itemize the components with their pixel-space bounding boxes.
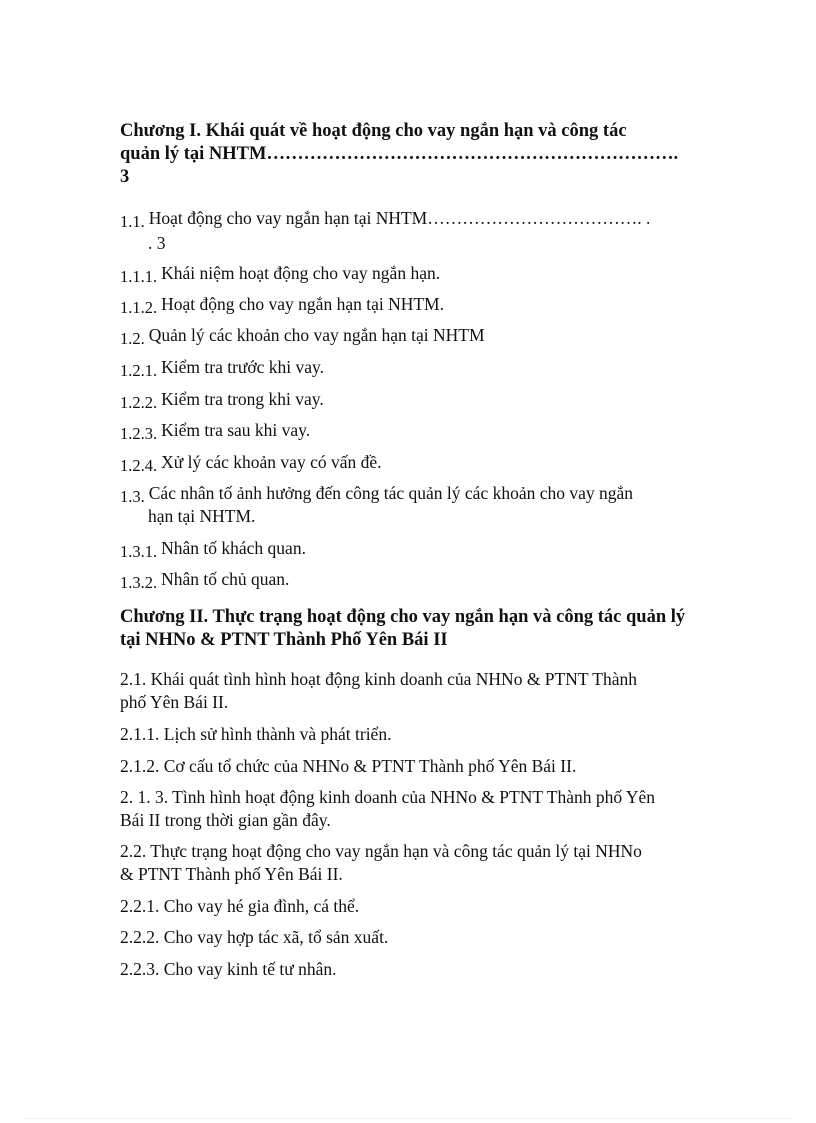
toc-item-text-continued: Bái II trong thời gian gần đây. <box>120 810 331 830</box>
toc-item-text: Nhân tố chủ quan. <box>161 569 290 589</box>
toc-item-1-3-2 <box>120 568 289 591</box>
chapter-1-heading-line-1: Chương I. Khái quát về hoạt động cho vay ngắn hạn và công tác <box>120 121 627 141</box>
toc-item-text: 2.1.1. Lịch sử hình thành và phát triển. <box>120 724 392 744</box>
toc-item-text: Kiểm tra trong khi vay. <box>161 389 324 409</box>
toc-item-text: Quản lý các khoản cho vay ngắn hạn tại NHTM <box>148 325 485 345</box>
toc-item-number: 1.2.4. <box>120 456 158 475</box>
toc-item-2-2-3 <box>120 958 695 981</box>
toc-item-text: 2.2.3. Cho vay kinh tế tư nhân. <box>120 959 337 979</box>
toc-item-number: 1.1. <box>120 212 145 231</box>
toc-item-text: 2.2.2. Cho vay hợp tác xã, tổ sản xuất. <box>120 927 389 947</box>
toc-item-text: Hoạt động cho vay ngắn hạn tại NHTM………………………………. . <box>148 208 651 228</box>
toc-item-text: Khái niệm hoạt động cho vay ngắn hạn. <box>161 263 441 283</box>
toc-item-number: 1.2.3. <box>120 424 158 443</box>
toc-item-page-number: . 3 <box>148 233 166 253</box>
chapter-1-heading-line-2: quản lý tại NHTM…………………………………………………………. <box>120 144 679 164</box>
toc-item-2-2-1 <box>120 895 695 918</box>
toc-item-2-2-2 <box>120 926 695 949</box>
toc-item-text: Kiểm tra trước khi vay. <box>161 357 325 377</box>
toc-item-1-2-1 <box>120 356 324 379</box>
toc-item-text-continued: & PTNT Thành phố Yên Bái II. <box>120 864 343 884</box>
toc-item-text: Nhân tố khách quan. <box>161 538 306 558</box>
toc-item-1-2-2 <box>120 388 324 411</box>
toc-item-text: 2.2.1. Cho vay hé gia đình, cá thể. <box>120 896 360 916</box>
toc-item-2-1-1 <box>120 723 695 746</box>
toc-item-1-2-4 <box>120 451 382 474</box>
toc-item-1-3-1 <box>120 537 306 560</box>
toc-item-number: 1.3. <box>120 487 145 506</box>
toc-item-text: Kiểm tra sau khi vay. <box>161 420 311 440</box>
toc-item-number: 1.1.1. <box>120 267 158 286</box>
chapter-1-heading <box>120 120 695 189</box>
toc-item-number: 1.2.1. <box>120 361 158 380</box>
toc-item-text: Các nhân tố ảnh hưởng đến công tác quản lý các khoản cho vay ngắn <box>148 483 634 503</box>
toc-item-text: 2.1. Khái quát tình hình hoạt động kinh doanh của NHNo & PTNT Thành <box>120 669 638 689</box>
toc-item-1-2 <box>120 324 485 347</box>
toc-item-1-1-1 <box>120 262 440 285</box>
toc-item-text: 2. 1. 3. Tình hình hoạt động kinh doanh của NHNo & PTNT Thành phố Yên <box>120 787 655 807</box>
toc-item-text: 2.2. Thực trạng hoạt động cho vay ngắn hạn và công tác quản lý tại NHNo <box>120 841 642 861</box>
toc-item-1-1-page <box>148 232 166 255</box>
toc-item-2-1 <box>120 668 695 714</box>
toc-item-1-1 <box>120 207 650 230</box>
chapter-2-heading-line-2: tại NHNo & PTNT Thành Phố Yên Bái II <box>120 630 448 650</box>
toc-item-1-1-2 <box>120 293 444 316</box>
toc-item-number: 1.3.2. <box>120 573 158 592</box>
toc-item-number: 1.3.1. <box>120 542 158 561</box>
toc-item-text-continued: phố Yên Bái II. <box>120 692 229 712</box>
chapter-1-heading-page: 3 <box>120 167 130 187</box>
toc-item-number: 1.2.2. <box>120 393 158 412</box>
toc-item-1-3-continued <box>148 505 255 528</box>
toc-item-2-1-3 <box>120 786 695 832</box>
toc-item-1-2-3 <box>120 419 310 442</box>
toc-item-text: Xử lý các khoản vay có vấn đề. <box>161 452 382 472</box>
toc-item-2-1-2 <box>120 755 695 778</box>
toc-item-2-2 <box>120 840 695 886</box>
toc-item-number: 1.1.2. <box>120 298 158 317</box>
chapter-2-heading-line-1: Chương II. Thực trạng hoạt động cho vay ngắn hạn và công tác quản lý <box>120 607 686 627</box>
toc-item-text: 2.1.2. Cơ cấu tổ chức của NHNo & PTNT Thành phố Yên Bái II. <box>120 756 577 776</box>
toc-item-text-continued: hạn tại NHTM. <box>148 506 256 526</box>
toc-item-number: 1.2. <box>120 329 145 348</box>
page-bottom-rule <box>25 1118 791 1119</box>
chapter-2-heading <box>120 606 695 652</box>
toc-item-1-3 <box>120 482 633 505</box>
toc-item-text: Hoạt động cho vay ngắn hạn tại NHTM. <box>161 294 444 314</box>
